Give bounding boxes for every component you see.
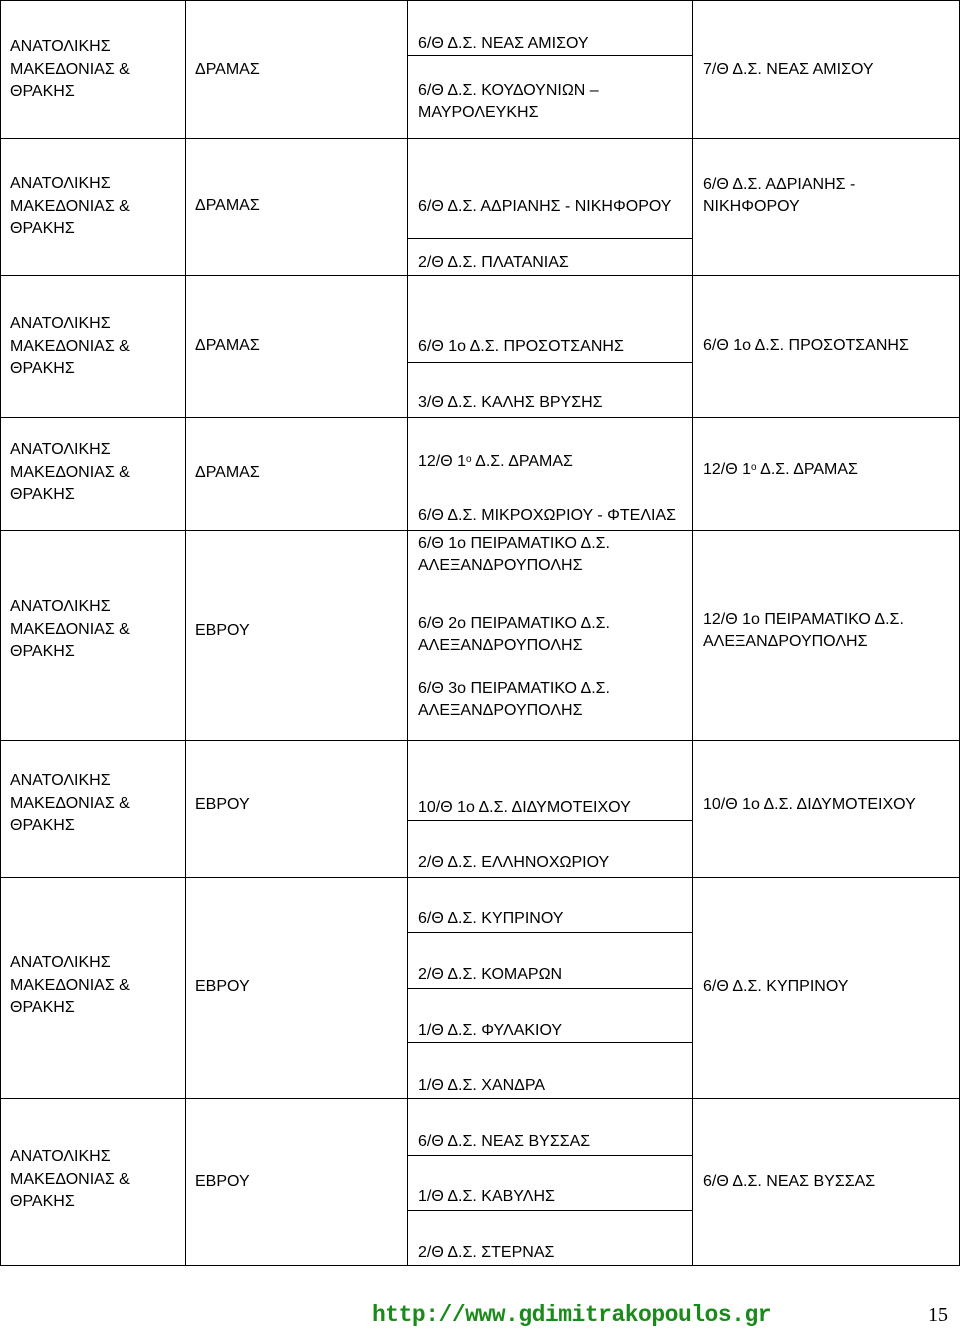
region-cell xyxy=(10,952,130,1020)
school-cell-line: 6/Θ Δ.Σ. ΝΕΑΣ ΑΜΙΣΟΥ xyxy=(418,34,589,52)
prefecture-cell xyxy=(195,195,260,218)
result-cell-line: 12/Θ 1ο ΠΕΙΡΑΜΑΤΙΚΟ Δ.Σ. xyxy=(703,610,904,628)
school-cell-line: 6/Θ Δ.Σ. ΝΕΑΣ ΒΥΣΣΑΣ xyxy=(418,1132,591,1150)
school-cell-line: 1/Θ Δ.Σ. ΚΑΒΥΛΗΣ xyxy=(418,1187,555,1205)
school-cell xyxy=(418,33,589,56)
prefecture-cell xyxy=(195,976,250,999)
result-cell xyxy=(703,59,874,82)
region-cell-line: ΜΑΚΕΔΟΝΙΑΣ & xyxy=(10,337,130,355)
region-cell xyxy=(10,173,130,241)
school-divider-line xyxy=(407,932,692,933)
school-cell-line: 6/Θ Δ.Σ. ΜΙΚΡΟΧΩΡΙΟΥ - ΦΤΕΛΙΑΣ xyxy=(418,506,677,524)
school-cell-line: 2/Θ Δ.Σ. ΣΤΕΡΝΑΣ xyxy=(418,1243,555,1261)
result-cell-line: 6/Θ 1ο Δ.Σ. ΠΡΟΣΟΤΣΑΝΗΣ xyxy=(703,336,909,354)
prefecture-cell xyxy=(195,1171,250,1194)
prefecture-cell-line: ΕΒΡΟΥ xyxy=(195,1172,250,1190)
school-cell xyxy=(418,613,610,658)
prefecture-cell xyxy=(195,59,260,82)
school-cell xyxy=(418,1020,562,1043)
school-cell xyxy=(418,451,573,476)
school-cell xyxy=(418,852,609,875)
school-divider-line xyxy=(407,1210,692,1211)
result-cell-line: 10/Θ 1ο Δ.Σ. ΔΙΔΥΜΟΤΕΙΧΟΥ xyxy=(703,795,916,813)
region-cell-line: ΑΝΑΤΟΛΙΚΗΣ xyxy=(10,175,111,193)
prefecture-cell-line: ΔΡΑΜΑΣ xyxy=(195,463,260,481)
school-cell xyxy=(418,908,563,931)
region-cell-line: ΜΑΚΕΔΟΝΙΑΣ & xyxy=(10,620,130,638)
region-cell-line: ΜΑΚΕΔΟΝΙΑΣ & xyxy=(10,794,130,812)
result-cell xyxy=(703,335,909,358)
result-cell-line: 6/Θ Δ.Σ. ΑΔΡΙΑΝΗΣ - xyxy=(703,175,856,193)
region-cell xyxy=(10,36,130,104)
region-cell xyxy=(10,439,130,507)
school-divider-line xyxy=(407,1155,692,1156)
school-cell-line: 6/Θ 1ο ΠΕΙΡΑΜΑΤΙΚΟ Δ.Σ. xyxy=(418,534,610,552)
region-cell-line: ΘΡΑΚΗΣ xyxy=(10,486,75,504)
school-divider-line xyxy=(407,238,692,239)
table-horizontal-line xyxy=(0,877,960,878)
result-cell xyxy=(703,609,904,654)
prefecture-cell xyxy=(195,620,250,643)
region-cell-line: ΘΡΑΚΗΣ xyxy=(10,360,75,378)
school-cell xyxy=(418,336,624,359)
table-vertical-line xyxy=(0,0,1,1265)
region-cell xyxy=(10,313,130,381)
region-cell-line: ΘΡΑΚΗΣ xyxy=(10,643,75,661)
region-cell-line: ΘΡΑΚΗΣ xyxy=(10,817,75,835)
result-cell-line: 6/Θ Δ.Σ. ΝΕΑΣ ΒΥΣΣΑΣ xyxy=(703,1172,876,1190)
school-cell-line: 6/Θ Δ.Σ. ΑΔΡΙΑΝΗΣ - ΝΙΚΗΦΟΡΟΥ xyxy=(418,197,672,215)
result-cell xyxy=(703,976,848,999)
school-cell xyxy=(418,196,671,219)
school-divider-line xyxy=(407,362,692,363)
school-cell xyxy=(418,797,631,820)
footer-url-link[interactable]: http://www.gdimitrakopoulos.gr xyxy=(372,1302,772,1328)
table-horizontal-line xyxy=(0,417,960,418)
school-cell-line: 1/Θ Δ.Σ. ΦΥΛΑΚΙΟΥ xyxy=(418,1021,563,1039)
school-cell-line: ΜΑΥΡΟΛΕΥΚΗΣ xyxy=(418,104,539,121)
school-divider-line xyxy=(407,988,692,989)
region-cell-line: ΑΝΑΤΟΛΙΚΗΣ xyxy=(10,598,111,616)
school-divider-line xyxy=(407,820,692,821)
school-cell-line: ΑΛΕΞΑΝΔΡΟΥΠΟΛΗΣ xyxy=(418,557,583,574)
table-vertical-line xyxy=(185,0,186,1265)
school-cell xyxy=(418,392,603,415)
result-cell-line: 12/Θ $1^o$ Δ.Σ. ΔΡΑΜΑΣ xyxy=(703,460,858,478)
region-cell-line: ΑΝΑΤΟΛΙΚΗΣ xyxy=(10,441,111,459)
school-cell-line: 2/Θ Δ.Σ. ΕΛΛΗΝΟΧΩΡΙΟΥ xyxy=(418,853,610,871)
region-cell-line: ΜΑΚΕΔΟΝΙΑΣ & xyxy=(10,197,130,215)
region-cell-line: ΑΝΑΤΟΛΙΚΗΣ xyxy=(10,315,111,333)
table-horizontal-line xyxy=(0,530,960,531)
region-cell-line: ΘΡΑΚΗΣ xyxy=(10,1193,75,1211)
school-cell-line: 6/Θ 1ο Δ.Σ. ΠΡΟΣΟΤΣΑΝΗΣ xyxy=(418,337,624,355)
table-horizontal-line xyxy=(0,275,960,276)
region-cell xyxy=(10,596,130,664)
region-cell-line: ΜΑΚΕΔΟΝΙΑΣ & xyxy=(10,463,130,481)
region-cell xyxy=(10,1146,130,1214)
result-cell-line: ΝΙΚΗΦΟΡΟΥ xyxy=(703,198,800,215)
region-cell-line: ΑΝΑΤΟΛΙΚΗΣ xyxy=(10,772,111,790)
table-horizontal-line xyxy=(0,1265,960,1266)
school-cell-line: 2/Θ Δ.Σ. ΚΟΜΑΡΩΝ xyxy=(418,965,563,983)
school-cell xyxy=(418,252,569,275)
school-cell-line: 6/Θ Δ.Σ. ΚΟΥΔΟΥΝΙΩΝ – xyxy=(418,81,599,99)
prefecture-cell xyxy=(195,794,250,817)
school-cell xyxy=(418,1186,555,1209)
prefecture-cell xyxy=(195,335,260,358)
region-cell-line: ΜΑΚΕΔΟΝΙΑΣ & xyxy=(10,1170,130,1188)
school-cell-line: 6/Θ 3ο ΠΕΙΡΑΜΑΤΙΚΟ Δ.Σ. xyxy=(418,679,610,697)
region-cell-line: ΜΑΚΕΔΟΝΙΑΣ & xyxy=(10,976,130,994)
school-cell-line: 2/Θ Δ.Σ. ΠΛΑΤΑΝΙΑΣ xyxy=(418,253,569,271)
region-cell-line: ΑΝΑΤΟΛΙΚΗΣ xyxy=(10,1148,111,1166)
prefecture-cell-line: ΕΒΡΟΥ xyxy=(195,621,250,639)
school-cell-line: 10/Θ 1ο Δ.Σ. ΔΙΔΥΜΟΤΕΙΧΟΥ xyxy=(418,798,631,816)
table-horizontal-line xyxy=(0,138,960,139)
prefecture-cell-line: ΔΡΑΜΑΣ xyxy=(195,196,260,214)
result-cell xyxy=(703,174,855,219)
page-number: 15 xyxy=(928,1304,948,1326)
school-cell xyxy=(418,1131,590,1154)
region-cell xyxy=(10,770,130,838)
school-cell xyxy=(418,964,562,987)
school-cell xyxy=(418,1242,554,1265)
school-cell-line: 3/Θ Δ.Σ. ΚΑΛΗΣ ΒΡΥΣΗΣ xyxy=(418,393,603,411)
region-cell-line: ΑΝΑΤΟΛΙΚΗΣ xyxy=(10,38,111,56)
result-cell-line: ΑΛΕΞΑΝΔΡΟΥΠΟΛΗΣ xyxy=(703,633,868,650)
region-cell-line: ΘΡΑΚΗΣ xyxy=(10,999,75,1017)
prefecture-cell xyxy=(195,462,260,485)
school-cell-line: 6/Θ Δ.Σ. ΚΥΠΡΙΝΟΥ xyxy=(418,909,564,927)
result-cell xyxy=(703,1171,875,1194)
school-cell xyxy=(418,1075,545,1098)
school-cell-line: ΑΛΕΞΑΝΔΡΟΥΠΟΛΗΣ xyxy=(418,637,583,654)
school-cell-line: 12/Θ $1^o$ Δ.Σ. ΔΡΑΜΑΣ xyxy=(418,452,573,470)
school-cell-line: 6/Θ 2ο ΠΕΙΡΑΜΑΤΙΚΟ Δ.Σ. xyxy=(418,614,610,632)
result-cell xyxy=(703,794,916,817)
school-cell xyxy=(418,533,610,578)
result-cell-line: 7/Θ Δ.Σ. ΝΕΑΣ ΑΜΙΣΟΥ xyxy=(703,60,874,78)
result-cell xyxy=(703,459,858,484)
school-divider-line xyxy=(407,1042,692,1043)
region-cell-line: ΑΝΑΤΟΛΙΚΗΣ xyxy=(10,954,111,972)
school-cell-line: 1/Θ Δ.Σ. ΧΑΝΔΡΑ xyxy=(418,1076,546,1094)
result-cell-line: 6/Θ Δ.Σ. ΚΥΠΡΙΝΟΥ xyxy=(703,977,849,995)
prefecture-cell-line: ΕΒΡΟΥ xyxy=(195,977,250,995)
region-cell-line: ΘΡΑΚΗΣ xyxy=(10,83,75,101)
school-divider-line xyxy=(407,55,692,56)
table-horizontal-line xyxy=(0,740,960,741)
school-cell xyxy=(418,505,676,528)
prefecture-cell-line: ΔΡΑΜΑΣ xyxy=(195,336,260,354)
school-cell-line: ΑΛΕΞΑΝΔΡΟΥΠΟΛΗΣ xyxy=(418,702,583,719)
school-cell xyxy=(418,678,610,723)
region-cell-line: ΜΑΚΕΔΟΝΙΑΣ & xyxy=(10,60,130,78)
region-cell-line: ΘΡΑΚΗΣ xyxy=(10,220,75,238)
table-vertical-line xyxy=(407,0,408,1265)
school-cell xyxy=(418,80,599,125)
table-vertical-line xyxy=(692,0,693,1265)
prefecture-cell-line: ΕΒΡΟΥ xyxy=(195,795,250,813)
prefecture-cell-line: ΔΡΑΜΑΣ xyxy=(195,60,260,78)
table-horizontal-line xyxy=(0,0,960,1)
table-horizontal-line xyxy=(0,1098,960,1099)
